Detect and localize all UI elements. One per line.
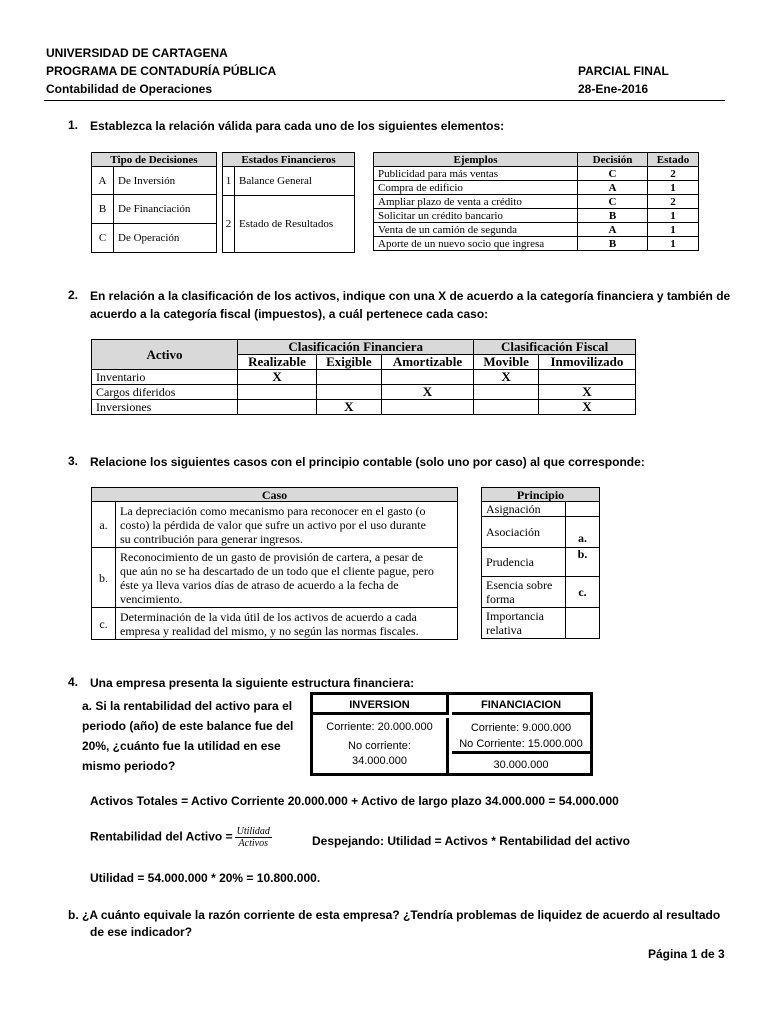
decision-key: A [92,167,114,195]
decision-label: De Inversión [114,167,217,195]
q1-number: 1. [68,118,79,132]
example-decision: B [578,237,648,251]
decision-label: De Operación [114,224,217,253]
example-decision: C [578,167,648,181]
principle-answer: b. [566,548,600,577]
case-text-line: costo) la pérdida de valor que sufre un activo por el uso durante [120,517,426,532]
col-amortizable: Amortizable [381,355,474,370]
inversion-cell [313,718,449,773]
example-decision: C [578,195,648,209]
q4b-line1: b. ¿A cuánto equivale la razón corriente de esta empresa? ¿Tendría problemas de liquidez de acuerdo al resultado [68,908,721,922]
inv-current: Corriente: 20.000.000 [326,721,433,733]
q2-number: 2. [68,288,79,302]
principles-table [481,487,600,639]
inv-noncurrent-label: No corriente: [348,740,411,752]
statement-label: Estado de Resultados [235,196,355,253]
program-name: PROGRAMA DE CONTADURÍA PÚBLICA [46,64,277,78]
calc-total-assets: Activos Totales = Activo Corriente 20.000.000 + Activo de largo plazo 34.000.000 = 54.000.000 [90,794,619,808]
inversion-header: INVERSION [313,695,449,715]
statement-label: Balance General [235,167,355,196]
q1-text: Establezca la relación válida para cada uno de los siguientes elementos: [90,119,505,133]
principle-answer [566,608,600,639]
mark [474,385,539,400]
university-name: UNIVERSIDAD DE CARTAGENA [46,46,228,60]
q4a-line: mismo periodo? [82,759,176,773]
example-text: Compra de edificio [374,181,578,195]
mark [381,370,474,385]
case-text-line: La depreciación como mecanismo para reconocer en el gasto (o [120,503,426,518]
q4b-line2: de ese indicador? [90,925,193,939]
header-divider [44,100,725,101]
financiacion-liabilities-cell [452,718,590,754]
case-key: c. [92,608,116,640]
example-text: Publicidad para más ventas [374,167,578,181]
inv-noncurrent-value: 34.000.000 [351,755,408,767]
fraction-numerator: Utilidad [236,826,270,837]
col-exigible: Exigible [317,355,382,370]
principle-answer: c. [566,577,600,608]
principle-name: Prudencia [482,548,566,577]
case-text-line: empresa y realidad del mismo, y no según las normas fiscales. [120,623,419,638]
mark: X [538,400,635,415]
decision-header: Decisión [578,153,648,167]
q2-line2: acuerdo a la categoría fiscal (impuestos), a cuál pertenece cada caso: [90,307,489,321]
example-state: 2 [648,167,699,181]
decision-key: C [92,224,114,253]
col-inmovilizado: Inmovilizado [538,355,635,370]
case-text-line: Reconocimiento de un gasto de provisión de cartera, a pesar de [120,549,423,564]
fraction-denominator: Activos [238,838,268,849]
activo-header: Activo [92,340,238,370]
example-state: 2 [648,195,699,209]
example-state: 1 [648,209,699,223]
principle-name-cont: forma [486,592,515,606]
example-state: 1 [648,237,699,251]
statement-key: 2 [223,196,235,253]
mark [238,385,317,400]
examples-header: Ejemplos [374,153,578,167]
decision-types-table [91,152,217,253]
principle-name-cont: relativa [486,623,522,637]
q4a-line: periodo (año) de este balance fue del [82,719,294,733]
q4-number: 4. [68,675,79,689]
principle-header: Principio [482,488,600,502]
case-header: Caso [92,488,458,502]
asset-name: Cargos diferidos [92,385,238,400]
case-key: a. [92,502,116,548]
example-text: Ampliar plazo de venta a crédito [374,195,578,209]
mark [238,400,317,415]
fiscal-classification-header: Clasificación Fiscal [474,340,636,355]
mark: X [317,400,382,415]
principle-name: Esencia sobre [486,578,553,592]
financial-classification-header: Clasificación Financiera [238,340,474,355]
financiacion-header: FINANCIACION [452,695,590,715]
statements-header: Estados Financieros [223,153,355,167]
cases-table [91,487,458,640]
case-text-line: Determinación de la vida útil de los activos de acuerdo a cada [120,609,417,624]
roa-label: Rentabilidad del Activo = [90,829,233,844]
calc-utility: Utilidad = 54.000.000 * 20% = 10.800.000. [90,871,321,885]
example-text: Aporte de un nuevo socio que ingresa [374,237,578,251]
course-name: Contabilidad de Operaciones [46,82,213,96]
q4a-question [82,696,293,776]
mark [381,400,474,415]
q4a-line: a. Si la rentabilidad del activo para el [82,699,293,713]
principle-name: Asignación [482,502,566,517]
example-decision: B [578,209,648,223]
example-decision: A [578,223,648,237]
decisions-header: Tipo de Decisiones [92,153,217,167]
page-number: Página 1 de 3 [648,947,725,961]
col-realizable: Realizable [238,355,317,370]
decision-label: De Financiación [114,195,217,224]
example-text: Venta de un camión de segunda [374,223,578,237]
mark: X [381,385,474,400]
q2-line1: En relación a la clasificación de los activos, indique con una X de acuerdo a la categoría financiera y también de [90,289,731,303]
case-text-line: vencimiento. [120,591,183,606]
asset-name: Inversiones [92,400,238,415]
calc-roa [90,826,272,849]
fin-noncurrent: No Corriente: 15.000.000 [459,738,583,750]
principle-answer: a. [566,517,600,548]
mark: X [238,370,317,385]
principle-answer [566,502,600,517]
q3-text: Relacione los siguientes casos con el principio contable (solo uno por caso) al que corresponde: [90,455,645,469]
fin-equity: 30.000.000 [493,759,549,771]
mark [538,370,635,385]
state-header: Estado [648,153,699,167]
decision-key: B [92,195,114,224]
case-key: b. [92,548,116,608]
examples-table [373,152,699,251]
principle-name: Importancia [486,609,544,623]
financial-structure-table [310,692,593,776]
mark: X [538,385,635,400]
example-text: Solicitar un crédito bancario [374,209,578,223]
asset-classification-table [91,339,636,415]
financial-statements-table [222,152,355,253]
statement-key: 1 [223,167,235,196]
example-state: 1 [648,223,699,237]
q4a-line: 20%, ¿cuánto fue la utilidad en ese [82,739,281,753]
mark: X [474,370,539,385]
roa-fraction [235,826,272,849]
col-movible: Movible [474,355,539,370]
mark [317,370,382,385]
example-decision: A [578,181,648,195]
asset-name: Inventario [92,370,238,385]
case-text-line: que aún no se ha descartado de un todo que el cliente pague, pero [120,563,434,578]
example-state: 1 [648,181,699,195]
mark [317,385,382,400]
calc-solve: Despejando: Utilidad = Activos * Rentabilidad del activo [312,834,630,848]
exam-date: 28-Ene-2016 [578,82,649,96]
mark [474,400,539,415]
case-text-line: su contribución para generar ingresos. [120,531,303,546]
principle-name: Asociación [482,517,566,548]
exam-title: PARCIAL FINAL [578,64,669,78]
case-text-line: éste ya lleva varios días de atraso de acuerdo a la fecha de [120,577,399,592]
q3-number: 3. [68,454,79,468]
fin-current: Corriente: 9.000.000 [470,722,572,734]
q4-text: Una empresa presenta la siguiente estructura financiera: [90,676,415,690]
